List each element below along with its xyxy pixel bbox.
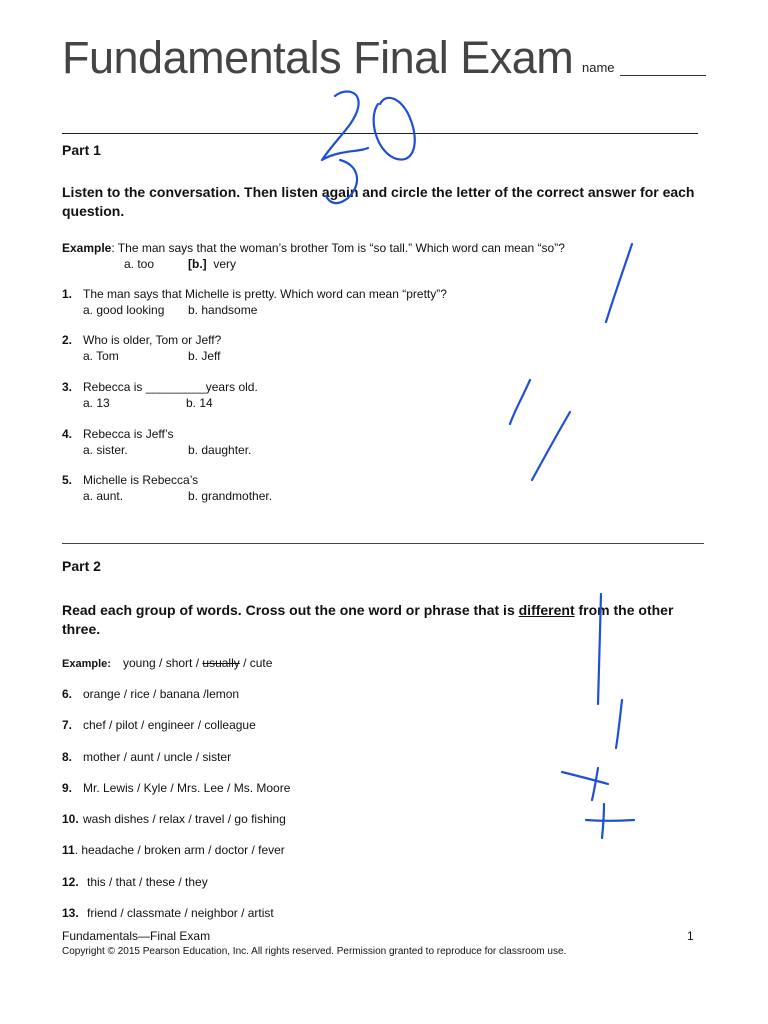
item-6[interactable] <box>62 686 239 702</box>
header-divider <box>62 133 698 134</box>
example-option-a: a. too <box>124 257 155 271</box>
question-number: 5. <box>62 473 73 487</box>
item-12[interactable] <box>62 874 208 890</box>
item-9[interactable] <box>62 780 290 796</box>
x-mark-item-9-b <box>592 768 598 800</box>
footer-title: Fundamentals—Final Exam <box>62 929 211 943</box>
option-a[interactable]: a. Tom <box>83 349 119 363</box>
name-label: name <box>582 60 615 75</box>
item-number: 13. <box>62 906 79 920</box>
part2-instructions-start: Read each group of words. Cross out the one word or phrase that is <box>62 602 519 618</box>
item-number: 12. <box>62 875 79 889</box>
item-number: 10. <box>62 812 79 826</box>
example-option-b-marker: [b.] <box>188 257 207 271</box>
question-5 <box>62 472 662 504</box>
option-a[interactable]: a. good looking <box>83 303 165 317</box>
item-10[interactable] <box>62 811 286 827</box>
part2-example <box>62 655 272 672</box>
item-11[interactable] <box>62 842 285 858</box>
item-number: 7. <box>62 718 73 732</box>
item-7[interactable] <box>62 717 256 733</box>
option-b[interactable]: b. handsome <box>188 303 258 317</box>
name-field[interactable] <box>620 75 706 76</box>
section-divider <box>62 543 704 544</box>
item-text: chef / pilot / engineer / colleague <box>83 718 256 732</box>
part1-example <box>62 240 662 272</box>
page-number: 1 <box>687 929 694 943</box>
question-text: Rebecca is Jeff’s <box>83 427 174 441</box>
copyright-notice: Copyright © 2015 Pearson Education, Inc. All rights reserved. Permission granted to reproduce for classroom use. <box>62 946 567 957</box>
item-number: 9. <box>62 781 73 795</box>
x-mark-item-9-a <box>562 772 608 784</box>
example-label: Example <box>62 241 112 255</box>
example-label: Example: <box>62 658 111 670</box>
question-text: The man says that Michelle is pretty. Which word can mean “pretty”? <box>83 287 447 301</box>
item-text: friend / classmate / neighbor / artist <box>87 906 274 920</box>
option-b[interactable]: b. daughter. <box>188 443 252 457</box>
example-words-after: / cute <box>239 656 273 670</box>
option-b[interactable]: b. grandmother. <box>188 489 273 503</box>
question-number: 1. <box>62 287 73 301</box>
option-a[interactable]: a. 13 <box>83 396 110 410</box>
x-mark-item-10-b <box>602 804 604 838</box>
question-number: 3. <box>62 380 73 394</box>
item-text: Mr. Lewis / Kyle / Mrs. Lee / Ms. Moore <box>83 781 291 795</box>
question-text: Who is older, Tom or Jeff? <box>83 333 222 347</box>
question-3 <box>62 379 662 411</box>
question-2 <box>62 332 662 364</box>
option-b[interactable]: b. Jeff <box>188 349 221 363</box>
check-mark-item-7 <box>616 700 622 748</box>
exam-title: Fundamentals Final Exam <box>62 32 574 83</box>
x-mark-item-10-a <box>586 820 634 821</box>
option-b[interactable]: b. 14 <box>186 396 213 410</box>
example-option-b-text: very <box>213 257 236 271</box>
part1-instructions: Listen to the conversation. Then listen again and circle the letter of the correct answer for each question. <box>62 184 695 219</box>
item-number: 11 <box>62 843 75 857</box>
item-13[interactable] <box>62 905 274 921</box>
question-text: Michelle is Rebecca’s <box>83 473 199 487</box>
option-a[interactable]: a. sister. <box>83 443 128 457</box>
item-text: wash dishes / relax / travel / go fishing <box>83 812 286 826</box>
question-number: 4. <box>62 427 73 441</box>
example-crossed-word: usually <box>202 656 240 670</box>
question-1 <box>62 286 662 318</box>
question-4 <box>62 426 662 458</box>
score-digit-0-mark <box>374 98 415 160</box>
item-text: . headache / broken arm / doctor / fever <box>74 843 285 857</box>
part2-instructions-end: from the other three. <box>62 602 674 637</box>
item-8[interactable] <box>62 749 231 765</box>
example-words-before: young / short / <box>123 656 203 670</box>
part2-instructions <box>62 601 712 639</box>
question-number: 2. <box>62 333 73 347</box>
item-number: 6. <box>62 687 73 701</box>
part2-title: Part 2 <box>62 558 101 574</box>
example-question: : The man says that the woman’s brother Tom is “so tall.” Which word can mean “so”? <box>111 241 565 255</box>
example-option-b <box>188 256 236 272</box>
item-number: 8. <box>62 750 73 764</box>
question-text: Rebecca is _________years old. <box>83 380 258 394</box>
item-text: this / that / these / they <box>87 875 208 889</box>
score-digit-2-mark <box>322 92 368 160</box>
option-a[interactable]: a. aunt. <box>83 489 124 503</box>
part1-title: Part 1 <box>62 142 101 158</box>
part2-instructions-emphasis: different <box>518 602 575 618</box>
item-text: mother / aunt / uncle / sister <box>83 750 232 764</box>
item-text: orange / rice / banana /lemon <box>83 687 240 701</box>
